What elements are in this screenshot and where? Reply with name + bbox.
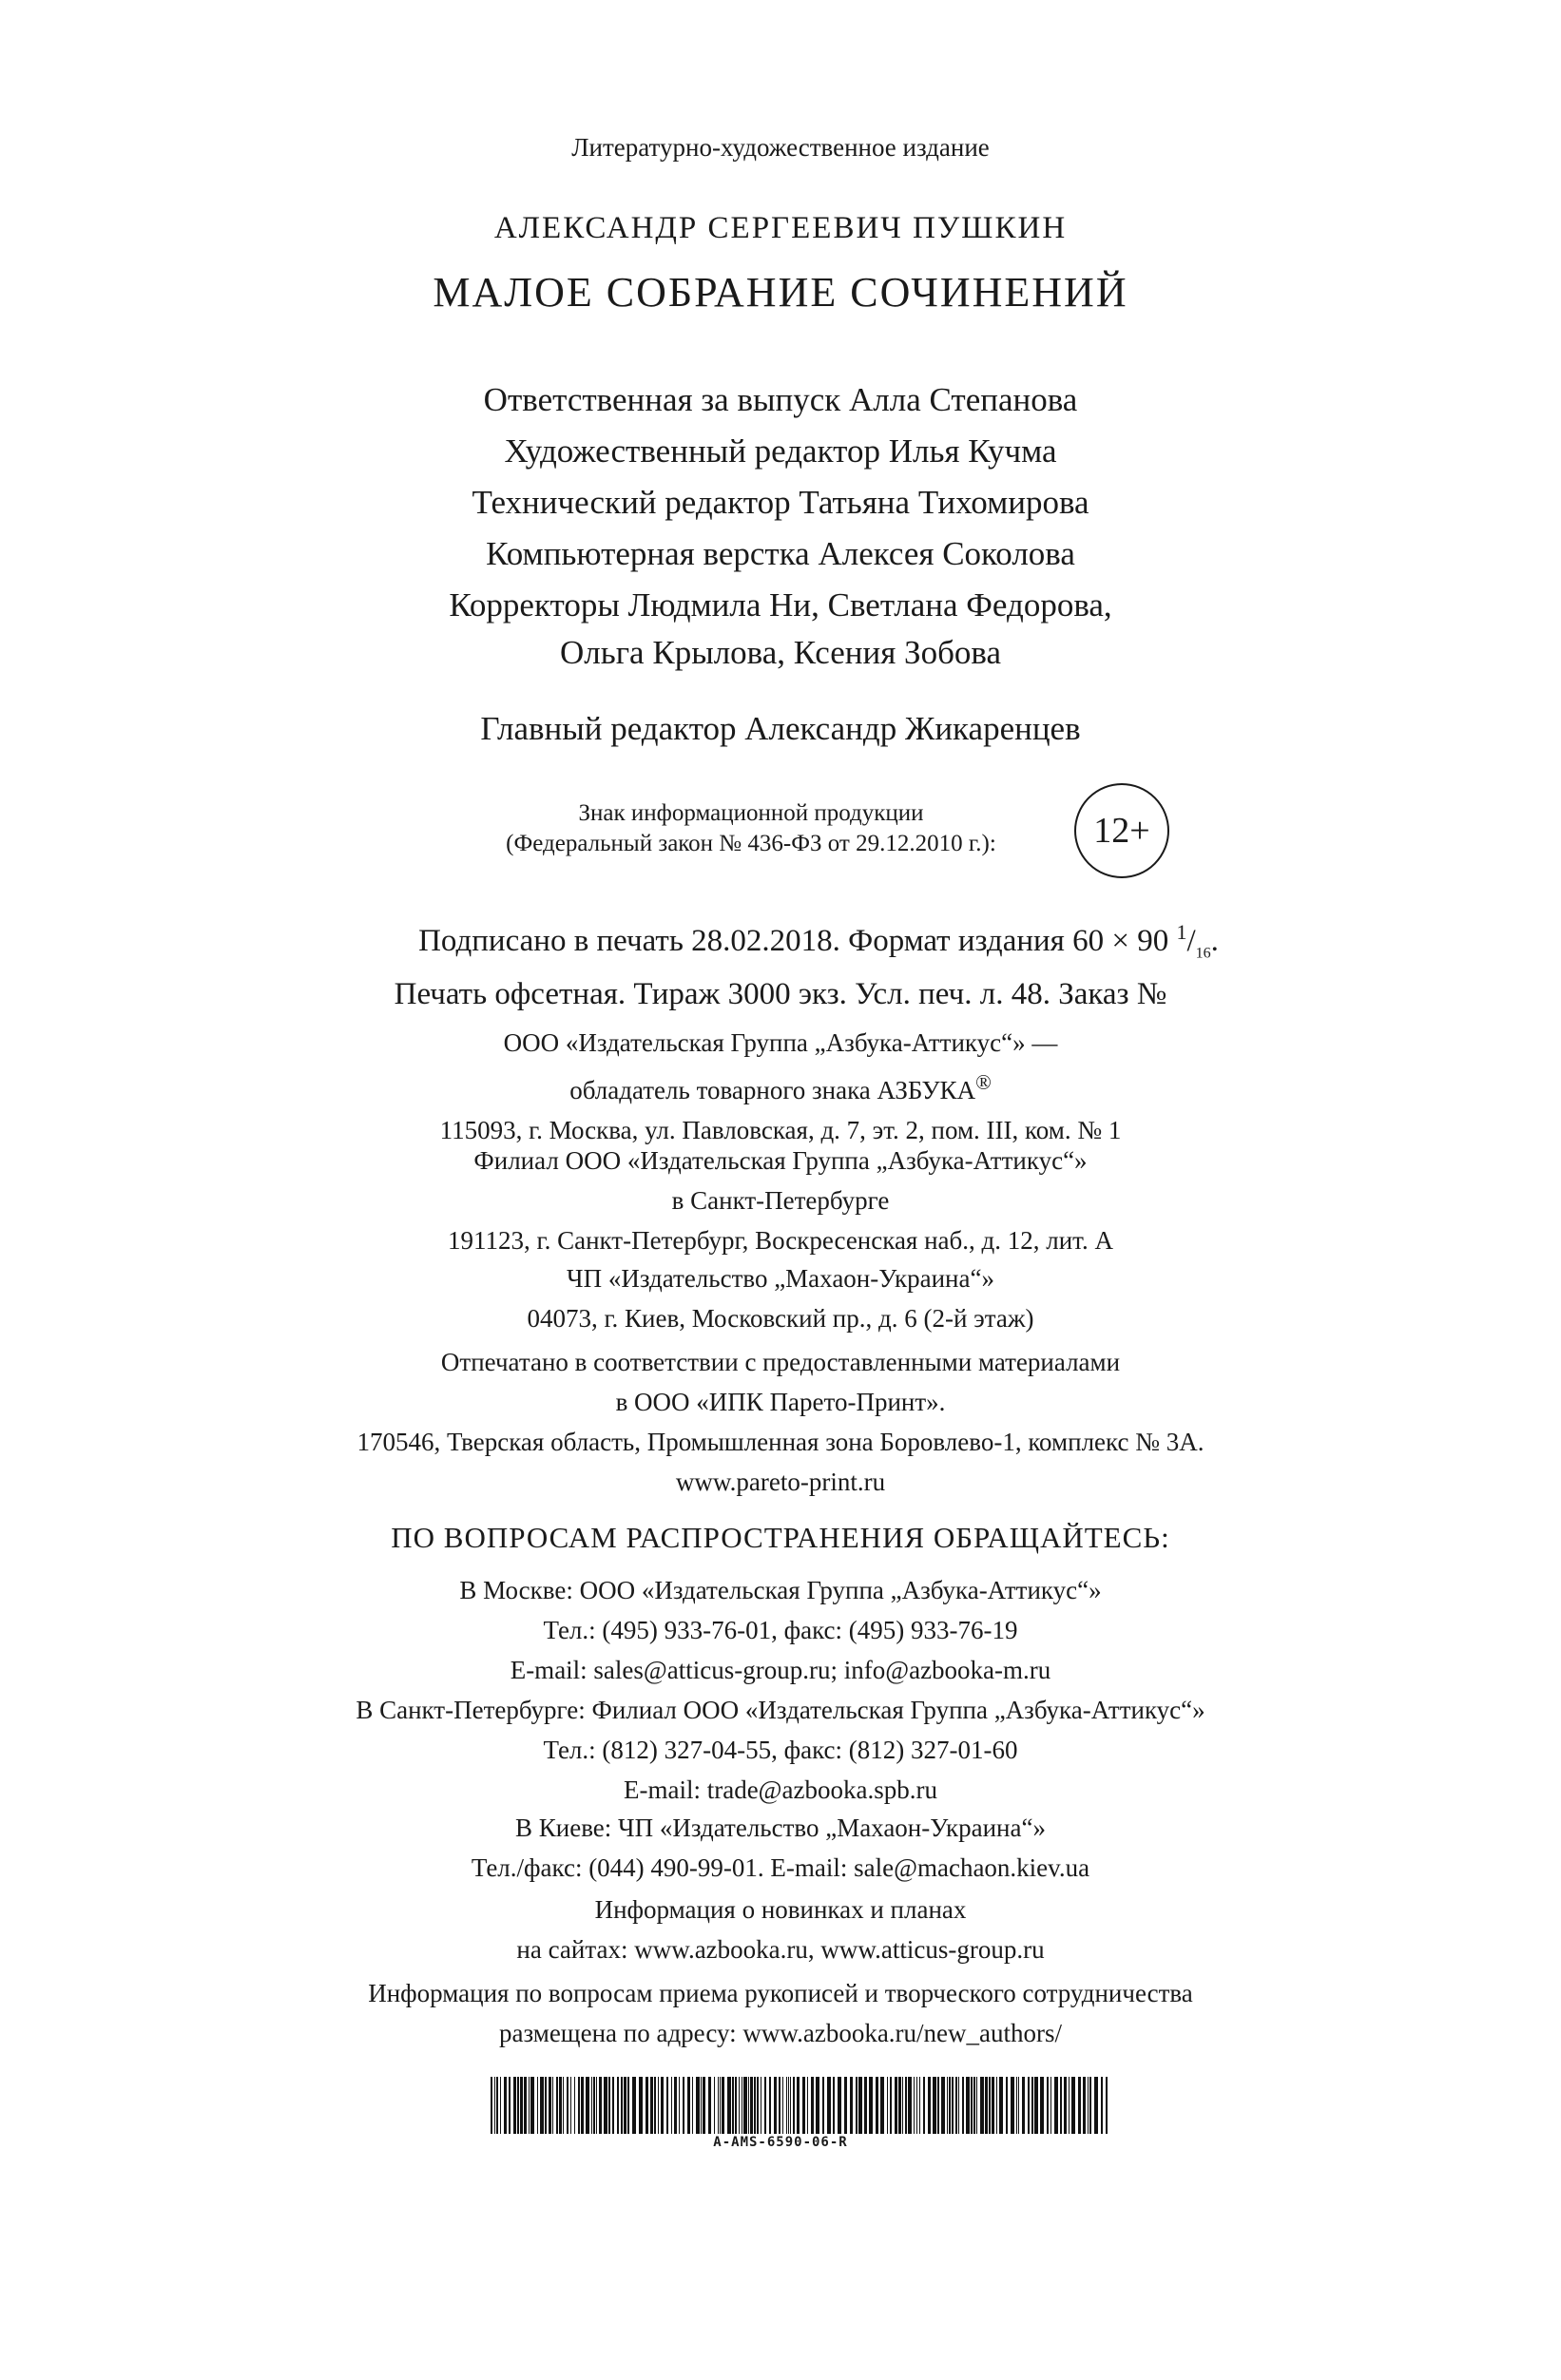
barcode-bar (999, 2077, 1003, 2134)
barcode-bar (683, 2077, 684, 2134)
barcode-bar (552, 2077, 553, 2134)
publisher-block (0, 1023, 1561, 1150)
barcode-bar (822, 2077, 824, 2134)
barcode-bar (996, 2077, 997, 2134)
barcode-bar (739, 2077, 740, 2134)
format-fraction-den: 16 (1195, 945, 1211, 962)
book-title: МАЛОЕ СОБРАНИЕ СОЧИНЕНИЙ (433, 269, 1128, 316)
printer-block (0, 1342, 1561, 1502)
barcode-bar (599, 2077, 602, 2134)
barcode-bar (844, 2077, 847, 2134)
barcode-bar (980, 2077, 984, 2134)
barcode-bar (504, 2077, 507, 2134)
barcode-bar (788, 2077, 789, 2134)
author-name: АЛЕКСАНДР СЕРГЕЕВИЧ ПУШКИН (493, 211, 1068, 245)
barcode-bar (671, 2077, 672, 2134)
barcode-bar (1064, 2077, 1067, 2134)
age-rating-label-line1: Знак информационной продукции (578, 800, 924, 826)
distribution-heading: ПО ВОПРОСАМ РАСПРОСТРАНЕНИЯ ОБРАЩАЙТЕСЬ: (391, 1521, 1170, 1554)
barcode-bar (833, 2077, 835, 2134)
barcode-bar (494, 2077, 495, 2134)
barcode-bar (624, 2077, 626, 2134)
print-info-line2: Печать офсетная. Тираж 3000 экз. Усл. печ. л. 48. Заказ № (394, 976, 1167, 1011)
printer-address: 170546, Тверская область, Промышленная зона Боровлево-1, комплекс № 3А. (357, 1428, 1204, 1456)
barcode-bar (937, 2077, 939, 2134)
barcode-bar (811, 2077, 814, 2134)
barcode-bar (790, 2077, 791, 2134)
credit-responsible: Ответственная за выпуск Алла Степанова (483, 381, 1078, 418)
barcode-bar (578, 2077, 580, 2134)
barcode-bar (782, 2077, 783, 2134)
barcode-bar (559, 2077, 562, 2134)
age-rating-block (380, 779, 1198, 884)
barcode-bar (887, 2077, 888, 2134)
credits-block (0, 376, 1561, 753)
distribution-moscow-name: В Москве: ООО «Издательская Группа „Азбука-Аттикус“» (459, 1576, 1102, 1604)
barcode-bar (850, 2077, 853, 2134)
barcode-bar (722, 2077, 724, 2134)
barcode-bar (743, 2077, 747, 2134)
barcode-bar (661, 2077, 664, 2134)
barcode-bar (718, 2077, 719, 2134)
distribution-moscow-phone: Тел.: (495) 933-76-01, факс: (495) 933-76-19 (543, 1616, 1018, 1644)
distribution-spb (0, 1690, 1561, 1810)
barcode-bar (632, 2077, 636, 2134)
barcode-bar (869, 2077, 873, 2134)
branch-spb-city: в Санкт-Петербурге (671, 1186, 890, 1215)
barcode-bar (895, 2077, 897, 2134)
barcode-bar (1016, 2077, 1017, 2134)
publisher-trademark (0, 1063, 1561, 1110)
barcode-bar (989, 2077, 991, 2134)
barcode-bar (807, 2077, 808, 2134)
barcode-bar (769, 2077, 771, 2134)
barcode-bar (971, 2077, 973, 2134)
barcode-bar (701, 2077, 702, 2134)
barcode-bar (890, 2077, 892, 2134)
format-fraction-end: . (1210, 924, 1219, 958)
format-fraction-sep: / (1186, 924, 1196, 958)
barcode-bar (1083, 2077, 1086, 2134)
barcode-bar (732, 2077, 734, 2134)
barcode-bar (947, 2077, 948, 2134)
barcode-bar (923, 2077, 925, 2134)
barcode-bar (1078, 2077, 1081, 2134)
distribution-spb-email: E-mail: trade@azbooka.spb.ru (624, 1775, 937, 1804)
barcode-bar (1050, 2077, 1051, 2134)
barcode-bar (692, 2077, 693, 2134)
branch-spb-block (0, 1141, 1561, 1260)
barcode-bar (520, 2077, 523, 2134)
barcode-bar (1069, 2077, 1070, 2134)
print-info-line1 (0, 912, 1561, 974)
barcode-bar (941, 2077, 945, 2134)
barcode-bar (703, 2077, 705, 2134)
manuscripts-line1: Информация по вопросам приема рукописей и творческого сотрудничества (368, 1979, 1193, 2007)
barcode-bar (556, 2077, 558, 2134)
print-info-text: Подписано в печать 28.02.2018. Формат издания 60 × 90 (418, 924, 1169, 958)
barcode-bar (838, 2077, 841, 2134)
barcode-bar (1011, 2077, 1014, 2134)
barcode-bar (793, 2077, 795, 2134)
barcode-bar (1101, 2077, 1103, 2134)
barcode-bar (621, 2077, 623, 2134)
barcode-bar (856, 2077, 858, 2134)
barcode-bar (591, 2077, 592, 2134)
distribution-kiev-contacts: Тел./факс: (044) 490-99-01. E-mail: sale@machaon.kiev.ua (471, 1853, 1090, 1882)
age-rating-label (418, 798, 1084, 859)
barcode-bar (545, 2077, 547, 2134)
barcode-bar (679, 2077, 680, 2134)
barcode-bar (952, 2077, 954, 2134)
distribution-moscow-email: E-mail: sales@atticus-group.ru; info@azbooka-m.ru (510, 1656, 1051, 1684)
barcode-bar (570, 2077, 571, 2134)
barcode-bar (914, 2077, 915, 2134)
barcode-bar (639, 2077, 643, 2134)
barcode-code: А-АМS-6590-06-R (713, 2135, 848, 2150)
barcode-bar (1022, 2077, 1025, 2134)
barcode-bar (858, 2077, 862, 2134)
printer-line2: в ООО «ИПК Парето-Принт». (615, 1388, 946, 1416)
barcode-bar (1094, 2077, 1098, 2134)
barcode-bar (1089, 2077, 1091, 2134)
barcode-bar (500, 2077, 501, 2134)
branch-kiev-address: 04073, г. Киев, Московский пр., д. 6 (2-й этаж) (527, 1304, 1034, 1333)
barcode-bar (513, 2077, 516, 2134)
distribution-kiev (0, 1808, 1561, 1888)
barcode-bar (802, 2077, 805, 2134)
news-block (0, 1890, 1561, 1969)
printer-site: www.pareto-print.ru (675, 1468, 886, 1496)
barcode-bar (1047, 2077, 1049, 2134)
barcode-bar (735, 2077, 737, 2134)
barcode-bar (650, 2077, 653, 2134)
registered-mark: ® (975, 1070, 992, 1094)
barcode-bar (674, 2077, 677, 2134)
barcode-bar (496, 2077, 498, 2134)
distribution-kiev-name: В Киеве: ЧП «Издательство „Махаон-Украина“» (515, 1814, 1046, 1842)
branch-kiev-name: ЧП «Издательство „Махаон-Украина“» (567, 1264, 994, 1293)
barcode-bar (617, 2077, 619, 2134)
barcode-bar (764, 2077, 766, 2134)
branch-spb-address: 191123, г. Санкт-Петербург, Воскресенская наб., д. 12, лит. А (448, 1226, 1113, 1255)
barcode-bar (612, 2077, 614, 2134)
barcode-bar (491, 2077, 492, 2134)
barcode-bar (816, 2077, 819, 2134)
barcode-bar (666, 2077, 668, 2134)
credit-proofreaders: Корректоры Людмила Ни, Светлана Федорова, (449, 586, 1112, 624)
barcode-bar (537, 2077, 538, 2134)
publisher-address: 115093, г. Москва, ул. Павловская, д. 7, эт. 2, пом. III, ком. № 1 (439, 1116, 1122, 1144)
credit-art-editor: Художественный редактор Илья Кучма (504, 432, 1057, 470)
barcode-bar (1071, 2077, 1075, 2134)
news-line1: Информация о новинках и планах (594, 1895, 967, 1924)
manuscripts-line2: размещена по адресу: www.azbooka.ru/new_authors/ (498, 2019, 1063, 2047)
barcode-bar (727, 2077, 731, 2134)
barcode-bar (786, 2077, 787, 2134)
barcode-bar (654, 2077, 656, 2134)
manuscripts-block (0, 1973, 1561, 2053)
barcode-bar (1106, 2077, 1108, 2134)
barcode-bar (517, 2077, 519, 2134)
barcode-bar (928, 2077, 931, 2134)
distribution-spb-phone: Тел.: (812) 327-04-55, факс: (812) 327-01-60 (543, 1736, 1018, 1764)
barcode-bar (827, 2077, 831, 2134)
barcode-bar (608, 2077, 610, 2134)
barcode-bar (604, 2077, 607, 2134)
edition-type: Литературно-художественное издание (571, 133, 990, 162)
barcode-bar (750, 2077, 753, 2134)
barcode-bar (540, 2077, 544, 2134)
barcode-bar (976, 2077, 977, 2134)
barcode-bar (596, 2077, 597, 2134)
barcode-bar (1006, 2077, 1008, 2134)
barcode-bar (949, 2077, 951, 2134)
distribution-moscow (0, 1570, 1561, 1690)
barcode-bar (530, 2077, 534, 2134)
news-line2: на сайтах: www.azbooka.ru, www.atticus-group.ru (516, 1935, 1045, 1964)
barcode-bar (779, 2077, 780, 2134)
barcode-bar (916, 2077, 917, 2134)
barcode-bar (627, 2077, 629, 2134)
barcode-bar (958, 2077, 959, 2134)
age-rating-badge: 12+ (1074, 783, 1169, 878)
barcode-bar (864, 2077, 867, 2134)
publisher-trademark-text: обладатель товарного знака АЗБУКА (569, 1076, 976, 1104)
barcode-bar (586, 2077, 589, 2134)
barcode-bar (992, 2077, 994, 2134)
barcode-bar (549, 2077, 551, 2134)
credit-proofreaders-cont: Ольга Крылова, Ксения Зобова (560, 634, 1001, 671)
barcode-bar (658, 2077, 659, 2134)
barcode-bar (646, 2077, 648, 2134)
print-info (0, 912, 1561, 1014)
format-fraction-num: 1 (1176, 920, 1187, 944)
credit-tech-editor: Технический редактор Татьяна Тихомирова (472, 484, 1089, 521)
barcode-bar (757, 2077, 759, 2134)
barcode-bar (1054, 2077, 1058, 2134)
publisher-name: ООО «Издательская Группа „Азбука-Аттикус“» — (503, 1028, 1058, 1057)
barcode-bar (1088, 2077, 1089, 2134)
barcode-bar (933, 2077, 936, 2134)
barcode-bar (529, 2077, 530, 2134)
barcode-bar (1031, 2077, 1033, 2134)
branch-spb-name: Филиал ООО «Издательская Группа „Азбука-Аттикус“» (473, 1146, 1088, 1175)
age-rating-label-line2: (Федеральный закон № 436-ФЗ от 29.12.2010 г.): (506, 831, 996, 856)
barcode-bar (880, 2077, 884, 2134)
barcode-bar (567, 2077, 569, 2134)
barcode-bar (708, 2077, 711, 2134)
barcode-bar (955, 2077, 957, 2134)
barcode-bar (973, 2077, 975, 2134)
barcode-bar (962, 2077, 964, 2134)
barcode-bar (774, 2077, 777, 2134)
barcode-bar (908, 2077, 912, 2134)
barcode-bar (563, 2077, 564, 2134)
barcode (491, 2077, 1108, 2134)
barcode-bar (720, 2077, 721, 2134)
barcode-bar (876, 2077, 878, 2134)
branch-kiev-block (0, 1258, 1561, 1338)
barcode-bar (714, 2077, 715, 2134)
barcode-bar (797, 2077, 800, 2134)
barcode-bar (509, 2077, 511, 2134)
barcode-bar (574, 2077, 575, 2134)
barcode-bar (593, 2077, 595, 2134)
barcode-bar (687, 2077, 690, 2134)
barcode-bar (1028, 2077, 1030, 2134)
credit-layout: Компьютерная верстка Алексея Соколова (486, 535, 1075, 572)
printer-line1: Отпечатано в соответствии с предоставленными материалами (440, 1348, 1121, 1376)
barcode-bar (696, 2077, 700, 2134)
barcode-bar (524, 2077, 527, 2134)
barcode-bar (754, 2077, 756, 2134)
credit-chief-editor: Главный редактор Александр Жикаренцев (480, 710, 1081, 747)
barcode-bar (966, 2077, 970, 2134)
barcode-bar (985, 2077, 988, 2134)
barcode-bar (581, 2077, 584, 2134)
distribution-spb-name: В Санкт-Петербурге: Филиал ООО «Издательская Группа „Азбука-Аттикус“» (356, 1696, 1205, 1724)
barcode-bar (905, 2077, 907, 2134)
barcode-bar (1040, 2077, 1044, 2134)
barcode-bar (1060, 2077, 1062, 2134)
barcode-bar (1034, 2077, 1038, 2134)
barcode-bar (919, 2077, 920, 2134)
barcode-bar (902, 2077, 903, 2134)
barcode-bar (898, 2077, 901, 2134)
barcode-bar (1018, 2077, 1019, 2134)
barcode-bar (748, 2077, 749, 2134)
